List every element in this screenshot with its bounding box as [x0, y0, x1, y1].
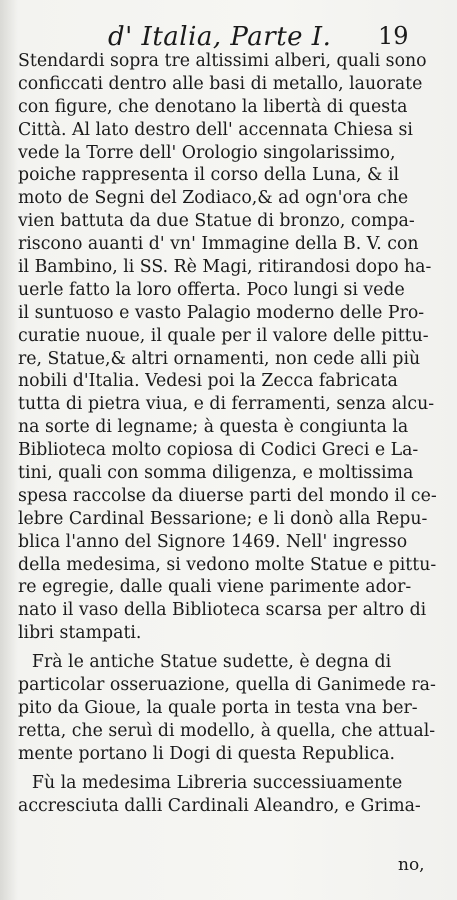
text-line: pito da Gioue, la quale porta in testa vna ber- [18, 697, 418, 718]
paragraph [18, 772, 448, 818]
text-line: re egregie, dalle quali viene parimente ador- [18, 577, 412, 598]
text-line: blica l'anno del Signore 1469. Nell' ingresso [18, 531, 408, 552]
catchword: no, [398, 855, 425, 875]
text-line: nato il vaso della Biblioteca scarsa per altro di [18, 600, 427, 621]
text-line: Fù la medesima Libreria successiuamente [31, 772, 403, 793]
text-line: re, Statue,& altri ornamenti, non cede alli più [18, 348, 421, 369]
text-line: con figure, che denotano la libertà di questa [18, 96, 408, 117]
paragraph [18, 50, 448, 645]
text-line: il Bambino, li SS. Rè Magi, ritirandosi dopo ha- [18, 257, 432, 278]
text-line: poiche rappresenta il corso della Luna, & il [18, 165, 400, 186]
text-line: Biblioteca molto copiosa di Codici Greci e La- [18, 440, 419, 461]
body-text [18, 50, 448, 817]
text-line: spesa raccolse da diuerse parti del mondo il ce- [18, 485, 437, 506]
text-line: vede la Torre dell' Orologio singolarissimo, [18, 142, 396, 163]
text-line: conficcati dentro alle basi di metallo, lauorate [18, 73, 423, 94]
text-line: curatie nuoue, il quale per il valore delle pittu- [18, 325, 429, 346]
text-line: Città. Al lato destro dell' accennata Chiesa si [18, 119, 413, 140]
text-line: moto de Segni del Zodiaco,& ad ogn'ora che [18, 188, 409, 209]
text-line: tini, quali con somma diligenza, e moltissima [18, 463, 414, 484]
text-line: riscono auanti d' vn' Immagine della B. V. con [18, 234, 419, 255]
page-number: 19 [378, 22, 409, 50]
text-line: retta, che seruì di modello, à quella, che attual- [18, 720, 436, 741]
text-line: lebre Cardinal Bessarione; e li donò alla Repu- [18, 508, 428, 529]
text-line: nobili d'Italia. Vedesi poi la Zecca fabricata [18, 371, 398, 392]
text-line: libri stampati. [18, 623, 142, 644]
text-line: vien battuta da due Statue di bronzo, compa- [18, 211, 415, 232]
text-line: Frà le antiche Statue sudette, è degna di [31, 652, 392, 673]
text-line: Stendardi sopra tre altissimi alberi, quali sono [18, 51, 427, 71]
text-line: na sorte di legname; à questa è congiunta la [18, 417, 409, 438]
text-line: mente portano li Dogi di questa Republica. [18, 743, 396, 764]
text-line: tutta di pietra viua, e di ferramenti, senza alcu- [18, 394, 435, 415]
page-header [0, 22, 457, 52]
text-line: accresciuta dalli Cardinali Aleandro, e Grima- [18, 795, 421, 816]
paragraph [18, 651, 448, 765]
text-line: il suntuoso e vasto Palagio moderno delle Pro- [18, 302, 425, 323]
running-title: d' Italia, Parte I. [108, 22, 332, 52]
text-line: della medesima, si vedono molte Statue e pittu- [18, 554, 437, 575]
text-line: uerle fatto la loro offerta. Poco lungi si vede [18, 279, 405, 300]
text-line: particolar osseruazione, quella di Ganimede ra- [18, 675, 436, 696]
